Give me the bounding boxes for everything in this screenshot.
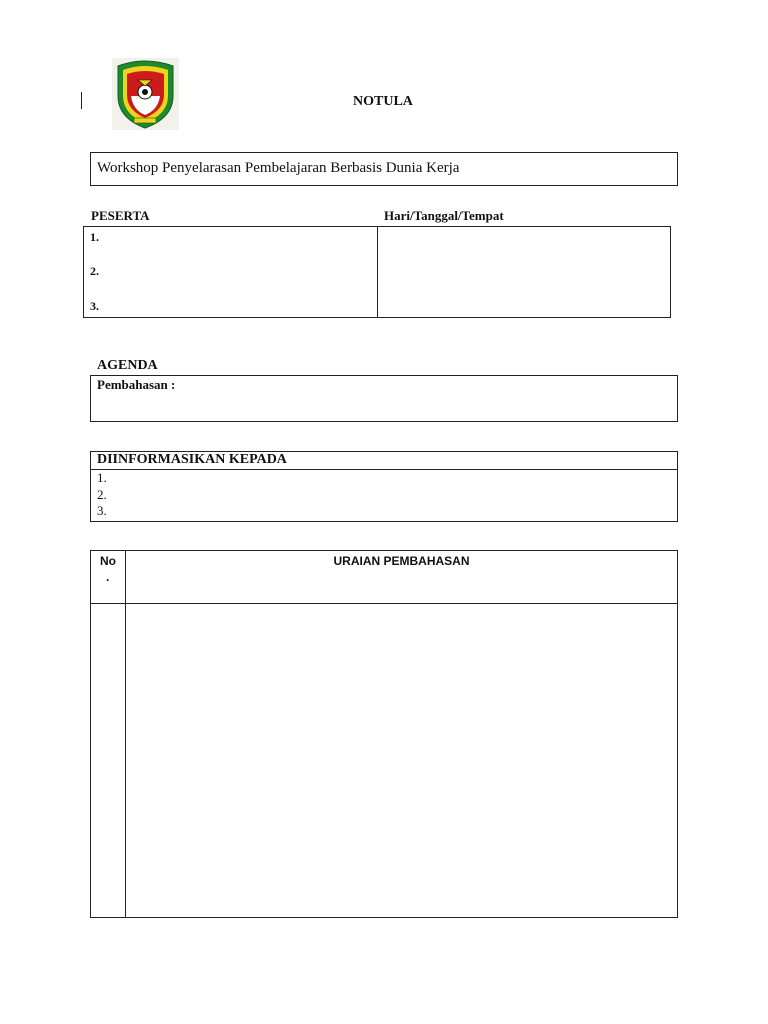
discussion-header-divider: [91, 603, 677, 604]
col-no-dot: .: [106, 570, 110, 584]
agenda-label: AGENDA: [97, 358, 158, 373]
col-uraian-header: URAIAN PEMBAHASAN: [333, 554, 470, 568]
col-no-header: No: [100, 554, 116, 568]
peserta-table: [83, 226, 671, 318]
informed-item-2: 2.: [97, 487, 107, 502]
peserta-item-1: 1.: [90, 230, 99, 244]
text-cursor: [81, 92, 82, 109]
hari-tanggal-tempat-label: Hari/Tanggal/Tempat: [384, 208, 504, 223]
agenda-box: [90, 375, 678, 422]
informed-item-1: 1.: [97, 470, 107, 485]
peserta-item-2: 2.: [90, 264, 99, 278]
document-title: NOTULA: [353, 94, 413, 109]
subject-box: [90, 152, 678, 186]
peserta-divider: [377, 227, 378, 317]
discussion-col-divider: [125, 551, 126, 917]
informed-item-3: 3.: [97, 503, 107, 518]
informed-divider: [91, 469, 677, 470]
informed-table: [90, 451, 678, 522]
discussion-table: [90, 550, 678, 918]
peserta-label: PESERTA: [91, 208, 150, 223]
pembahasan-label: Pembahasan :: [97, 377, 176, 392]
informed-label: DIINFORMASIKAN KEPADA: [97, 452, 287, 467]
peserta-item-3: 3.: [90, 299, 99, 313]
school-logo: [112, 58, 179, 130]
subject-text: Workshop Penyelarasan Pembelajaran Berbasis Dunia Kerja: [97, 160, 460, 176]
